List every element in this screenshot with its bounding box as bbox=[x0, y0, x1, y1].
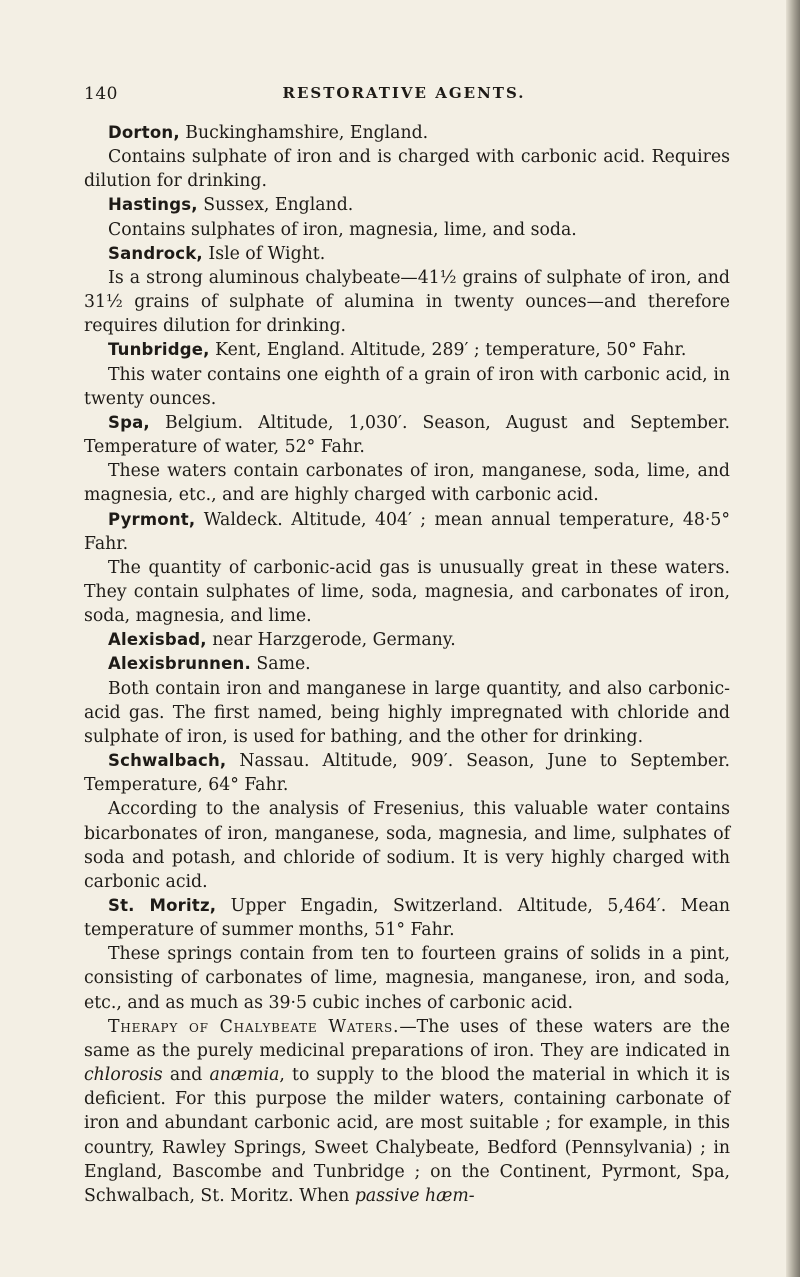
place-name: Sandrock, bbox=[108, 243, 203, 263]
therapy-text: , to supply to the blood the material in which it is deficient. For this purpose the milder waters, containing carbonate of iron and abundant carbonic acid, are most suitable ; for example, in this country, Rawley Springs, Sweet Chalybeate, Bedford (Pennsylvania) ; in England, Bascombe and Tunbridge ; on the Continent, Pyrmont, Spa, Schwalbach, St. Moritz. When bbox=[84, 1065, 731, 1206]
chlorosis-term: chlorosis bbox=[84, 1065, 163, 1086]
entry-heading bbox=[84, 411, 730, 459]
entry-description: Contains sulphates of iron, magnesia, lime, and soda. bbox=[108, 219, 577, 240]
place-name: Dorton, bbox=[108, 123, 180, 142]
place-name: Spa, bbox=[108, 412, 150, 432]
running-title: RESTORATIVE AGENTS. bbox=[282, 84, 526, 102]
entry-description: Is a strong aluminous chalybeate—41½ grains of sulphate of iron, and 31½ grains of sulphate of alumina in twenty ounces—and therefore requires dilution for drinking. bbox=[84, 267, 730, 337]
page-number: 140 bbox=[84, 84, 118, 104]
entry-heading bbox=[84, 338, 730, 362]
place-name: Alexisbad, bbox=[108, 630, 207, 650]
therapy-text: —The uses of these waters are the same as the purely medicinal preparations of iron. They are indicated in bbox=[84, 1016, 731, 1061]
place-location: Kent, England. Altitude, 289′ ; temperature, 50° Fahr. bbox=[209, 340, 687, 361]
place-name: Alexisbrunnen. bbox=[108, 654, 251, 674]
therapy-heading: Therapy of Chalybeate Waters. bbox=[108, 1016, 400, 1037]
place-location: Belgium. Altitude, 1,030′. Season, August and September. Temperature of water, 52° Fahr. bbox=[84, 412, 730, 458]
page-header bbox=[84, 84, 724, 110]
entry-description: The quantity of carbonic-acid gas is unusually great in these waters. They contain sulphates of lime, soda, magnesia, and carbonates of iron, soda, magnesia, and lime. bbox=[84, 557, 730, 627]
place-location: Sussex, England. bbox=[197, 195, 354, 216]
place-location: Buckinghamshire, England. bbox=[179, 123, 429, 143]
conjunction: and bbox=[162, 1065, 210, 1086]
entry-heading bbox=[84, 894, 730, 942]
place-name: Tunbridge, bbox=[108, 340, 210, 360]
place-location: Isle of Wight. bbox=[202, 243, 326, 264]
entry-heading bbox=[84, 508, 730, 556]
place-location: Upper Engadin, Switzerland. Altitude, 5,464′. Mean temperature of summer months, 51° Fahr. bbox=[84, 896, 730, 941]
entry-heading bbox=[84, 652, 730, 676]
entry-description: Both contain iron and manganese in large quantity, and also carbonic-acid gas. The first named, being highly impregnated with chloride and sulphate of iron, is used for bathing, and the other for drinking. bbox=[84, 678, 730, 747]
entry-description: These springs contain from ten to fourteen grains of solids in a pint, consisting of carbonates of lime, magnesia, manganese, iron, and soda, etc., and as much as 39·5 cubic inches of carbonic acid. bbox=[84, 944, 730, 1013]
therapy-paragraph bbox=[84, 1015, 730, 1208]
passive-term: passive hæm- bbox=[354, 1185, 475, 1206]
place-location: Nassau. Altitude, 909′. Season, June to September. Temperature, 64° Fahr. bbox=[84, 751, 730, 796]
page-spine-shadow bbox=[786, 0, 800, 1277]
anaemia-term: anæmia bbox=[209, 1065, 280, 1086]
place-location: near Harzgerode, Germany. bbox=[206, 630, 456, 651]
place-location: Same. bbox=[250, 654, 311, 675]
entry-heading bbox=[84, 628, 730, 652]
entry-heading bbox=[84, 121, 730, 145]
entry-description: These waters contain carbonates of iron, manganese, soda, lime, and magnesia, etc., and are highly charged with carbonic acid. bbox=[84, 461, 730, 506]
place-name: Schwalbach, bbox=[108, 751, 227, 771]
entry-description: Contains sulphate of iron and is charged with carbonic acid. Requires dilution for drinking. bbox=[84, 147, 730, 192]
entry-heading bbox=[84, 193, 730, 217]
place-name: Pyrmont, bbox=[108, 509, 196, 529]
entry-description: This water contains one eighth of a grain of iron with carbonic acid, in twenty ounces. bbox=[84, 364, 730, 409]
entry-description: According to the analysis of Fresenius, this valuable water contains bicarbonates of iron, manganese, soda, magnesia, and lime, sulphates of soda and potash, and chloride of sodium. It is very highly charged with carbonic acid. bbox=[84, 799, 730, 892]
body-text bbox=[84, 121, 730, 1208]
place-name: St. Moritz, bbox=[108, 896, 217, 915]
entry-heading bbox=[84, 242, 730, 266]
place-name: Hastings, bbox=[108, 195, 198, 215]
place-location: Waldeck. Altitude, 404′ ; mean annual temperature, 48·5° Fahr. bbox=[84, 509, 730, 554]
entry-heading bbox=[84, 749, 730, 797]
